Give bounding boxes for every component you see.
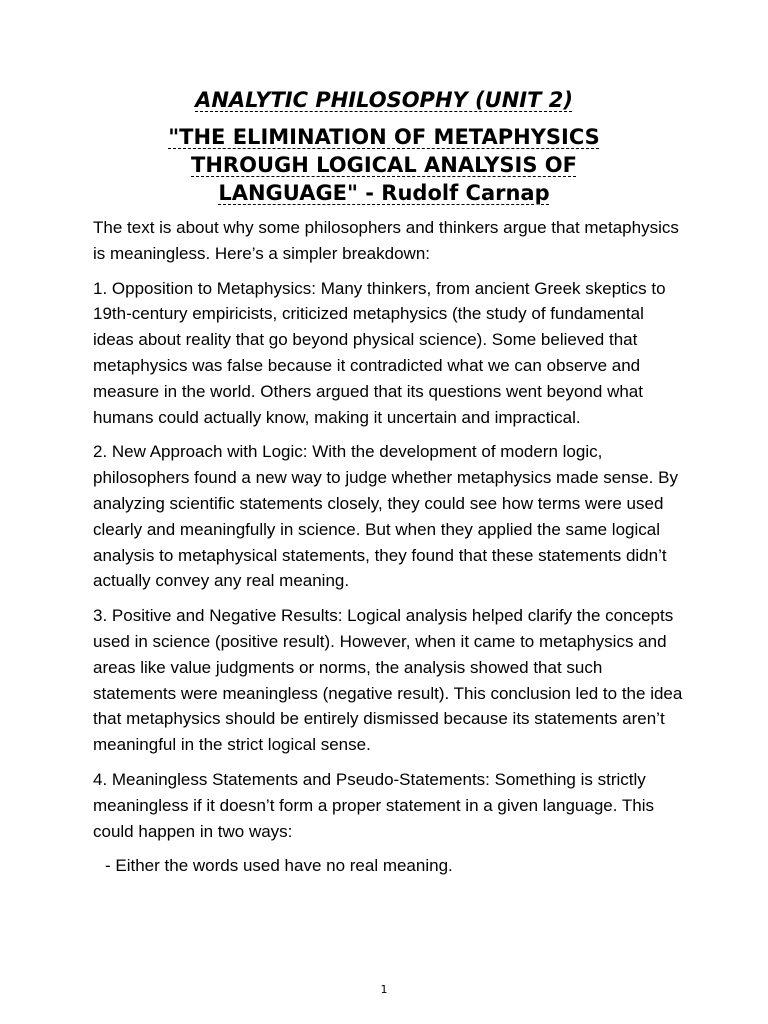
document-subtitle-text: "THE ELIMINATION OF METAPHYSICS THROUGH LOGICAL ANALYSIS OF LANGUAGE" - Rudolf Carnap xyxy=(168,125,600,205)
page-number: 1 xyxy=(380,983,388,996)
document-subtitle xyxy=(130,123,638,207)
paragraph-meaningless-statements: 4. Meaningless Statements and Pseudo-Statements: Something is strictly meaningless if it doesn’t form a proper statement in a given language. This could happen in two ways: xyxy=(93,769,654,841)
intro-paragraph: The text is about why some philosophers and thinkers argue that metaphysics is meaningless. Here’s a simpler breakdown: xyxy=(93,218,679,263)
paragraph-new-approach-with-logic: 2. New Approach with Logic: With the development of modern logic, philosophers found a new way to judge whether metaphysics made sense. By analyzing scientific statements closely, they could see how terms were used clearly and meaningfully in science. But when they applied the same logical analysis to metaphysical statements, they found that these statements didn’t actually convey any real meaning. xyxy=(93,442,678,591)
paragraph-opposition-to-metaphysics: 1. Opposition to Metaphysics: Many thinkers, from ancient Greek skeptics to 19th-century empiricists, criticized metaphysics (the study of fundamental ideas about reality that go beyond physical science). Some believed that metaphysics was false because it contradicted what we can observe and measure in the world. Others argued that its questions went beyond what humans could actually know, making it uncertain and impractical. xyxy=(93,278,666,427)
paragraph-positive-and-negative-results: 3. Positive and Negative Results: Logical analysis helped clarify the concepts used in science (positive result). However, when it came to metaphysics and areas like value judgments or norms, the analysis showed that such statements were meaningless (negative result). This conclusion led to the idea that metaphysics should be entirely dismissed because its statements aren’t meaningful in the strict logical sense. xyxy=(93,606,683,755)
document-title-text: ANALYTIC PHILOSOPHY (UNIT 2) xyxy=(195,88,573,112)
document-title xyxy=(0,86,768,114)
document-body xyxy=(93,215,683,888)
bullet-item-words-no-meaning: - Either the words used have no real meaning. xyxy=(105,856,453,876)
